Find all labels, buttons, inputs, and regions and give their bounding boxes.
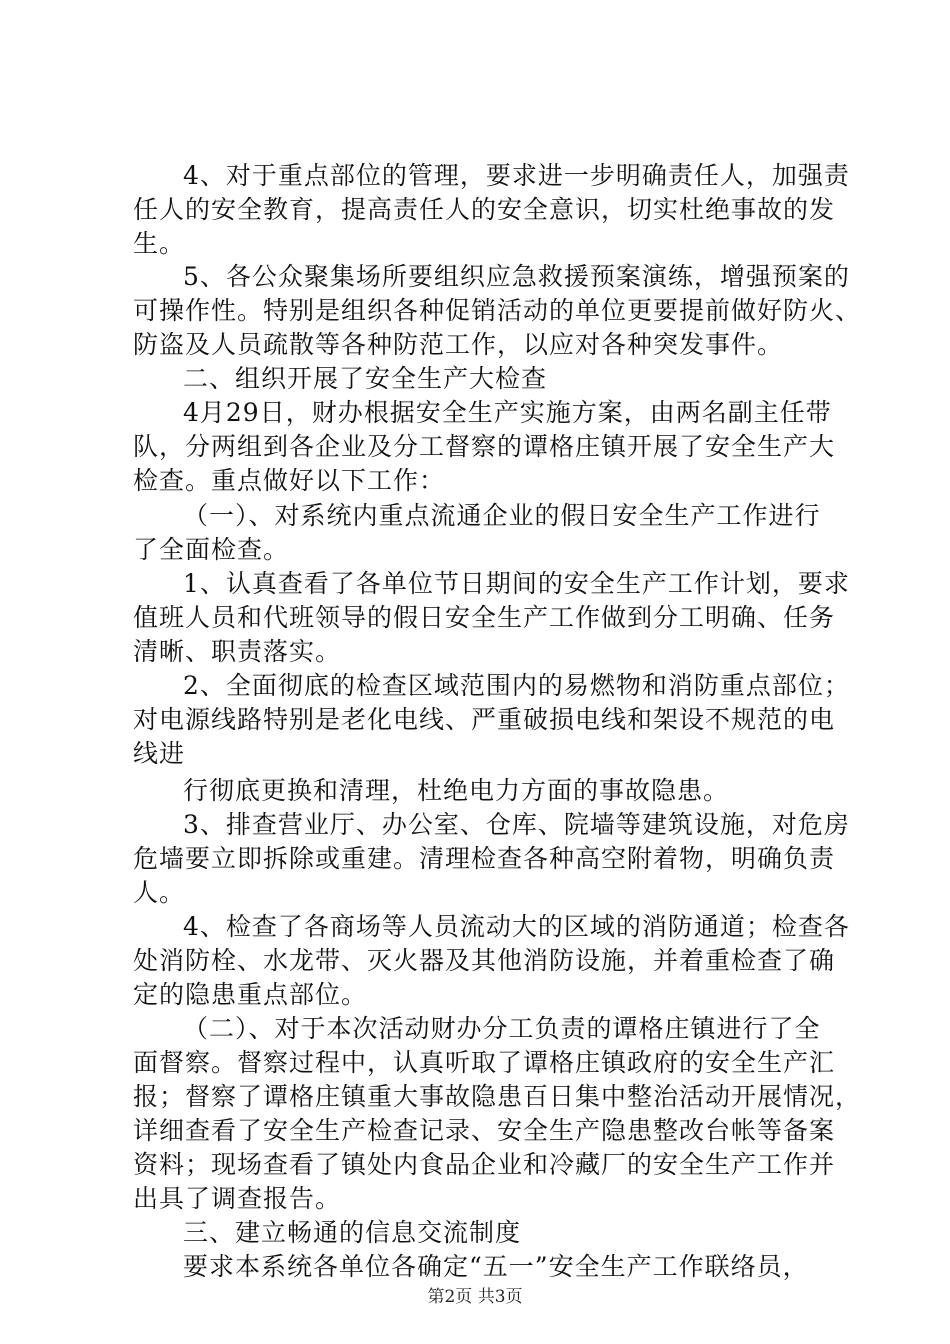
text-line: 队，分两组到各企业及分工督察的谭格庄镇开展了安全生产大 xyxy=(133,432,836,461)
text-line: 4、检查了各商场等人员流动大的区域的消防通道；检查各 xyxy=(183,912,850,941)
text-line: 危墙要立即拆除或重建。清理检查各种高空附着物，明确负责 xyxy=(133,844,836,873)
text-line: 生。 xyxy=(133,229,186,258)
text-line: 详细查看了安全生产检查记录、安全生产隐患整改台帐等备案 xyxy=(133,1116,836,1145)
text-line: （二）、对于本次活动财办分工负责的谭格庄镇进行了全 xyxy=(183,1014,821,1043)
text-line: 4月29日，财办根据安全生产实施方案，由两名副主任带 xyxy=(183,398,832,427)
text-line: 出具了调查报告。 xyxy=(133,1184,342,1213)
section-heading: 三、建立畅通的信息交流制度 xyxy=(183,1218,522,1247)
text-line: 检查。重点做好以下工作： xyxy=(133,466,446,495)
text-line: 任人的安全教育，提高责任人的安全意识，切实杜绝事故的发 xyxy=(133,195,836,224)
text-line: 报；督察了谭格庄镇重大事故隐患百日集中整治活动开展情况， xyxy=(133,1082,862,1111)
text-line: 值班人员和代班领导的假日安全生产工作做到分工明确、任务 xyxy=(133,603,836,632)
text-line: 了全面检查。 xyxy=(133,535,290,564)
text-line: 4、对于重点部位的管理，要求进一步明确责任人，加强责 xyxy=(183,161,850,190)
text-line: 面督察。督察过程中，认真听取了谭格庄镇政府的安全生产汇 xyxy=(133,1048,836,1077)
text-line: （一）、对系统内重点流通企业的假日安全生产工作进行 xyxy=(183,501,821,530)
page-footer: 第2页 共3页 xyxy=(427,1287,523,1307)
text-line: 线进 xyxy=(133,739,186,768)
text-line: 2、全面彻底的检查区域范围内的易燃物和消防重点部位； xyxy=(183,671,850,700)
section-heading: 二、组织开展了安全生产大检查 xyxy=(183,364,548,393)
text-line: 行彻底更换和清理，杜绝电力方面的事故隐患。 xyxy=(183,776,730,805)
text-line: 可操作性。特别是组织各种促销活动的单位更要提前做好防火、 xyxy=(133,296,862,325)
text-line: 5、各公众聚集场所要组织应急救援预案演练，增强预案的 xyxy=(183,262,850,291)
text-line: 1、认真查看了各单位节日期间的安全生产工作计划，要求 xyxy=(183,569,850,598)
text-line: 防盗及人员疏散等各种防范工作，以应对各种突发事件。 xyxy=(133,330,784,359)
text-line: 清晰、职责落实。 xyxy=(133,637,342,666)
text-line: 3、排查营业厅、办公室、仓库、院墙等建筑设施，对危房 xyxy=(183,810,850,839)
text-line: 处消防栓、水龙带、灭火器及其他消防设施，并着重检查了确 xyxy=(133,946,836,975)
text-line: 定的隐患重点部位。 xyxy=(133,980,368,1009)
text-line: 对电源线路特别是老化电线、严重破损电线和架设不规范的电 xyxy=(133,705,836,734)
text-line: 资料；现场查看了镇处内食品企业和冷藏厂的安全生产工作并 xyxy=(133,1150,836,1179)
text-line: 要求本系统各单位各确定“五一”安全生产工作联络员， xyxy=(183,1252,809,1281)
text-line: 人。 xyxy=(133,878,186,907)
